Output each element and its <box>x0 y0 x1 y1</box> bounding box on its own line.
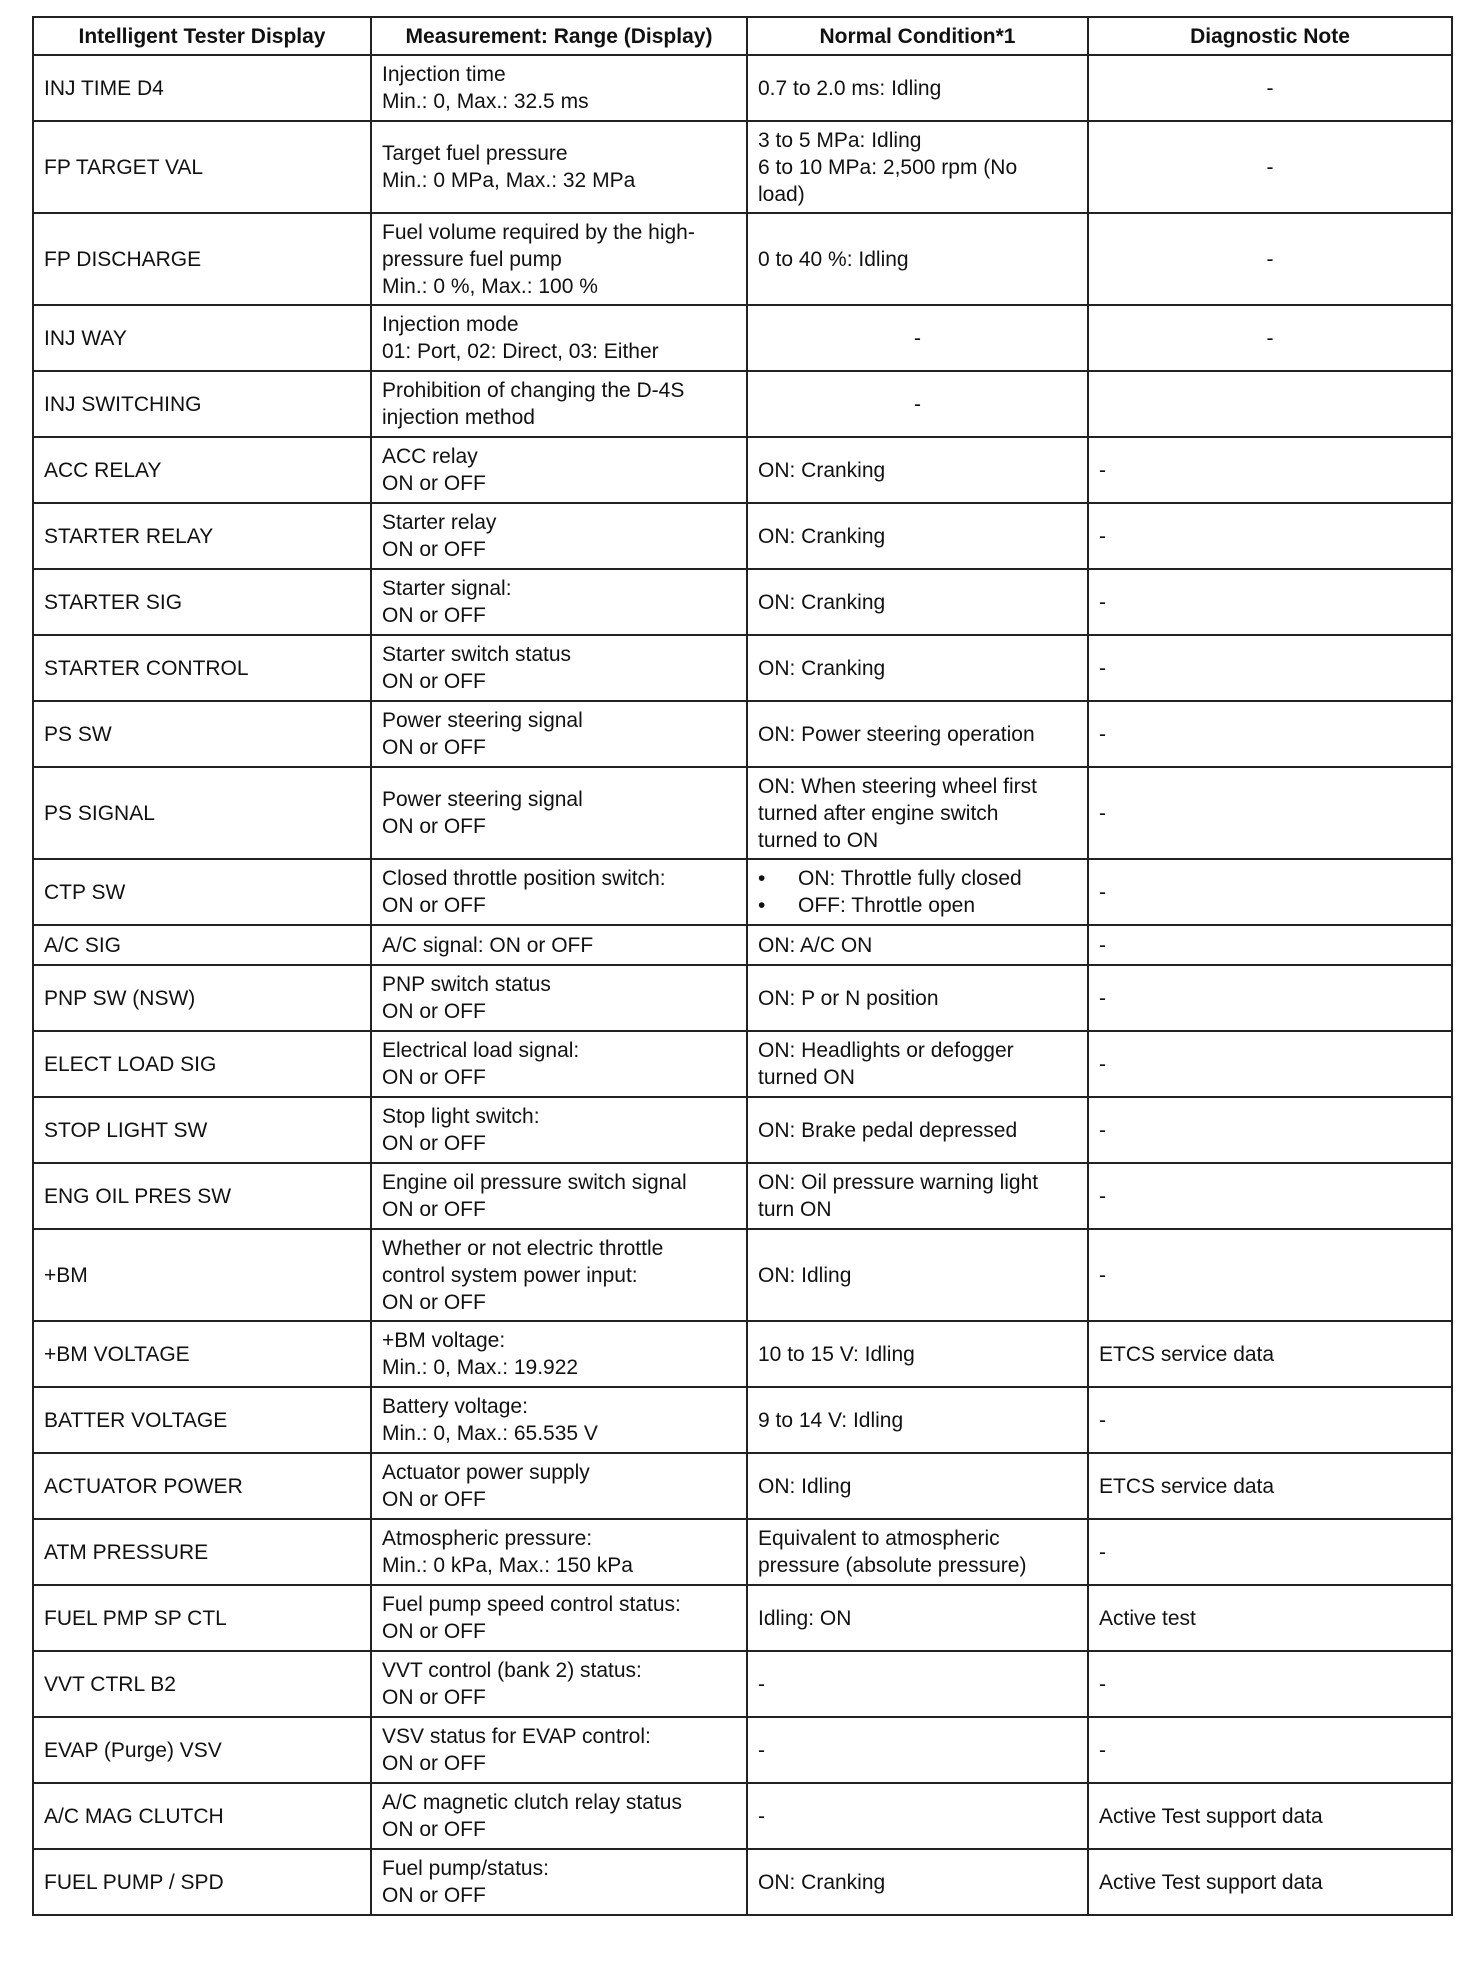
measurement-line: Min.: 0, Max.: 19.922 <box>382 1356 579 1379</box>
table-row <box>33 1387 1452 1453</box>
table-row <box>33 1453 1452 1519</box>
normal-condition-line: - <box>758 1804 765 1828</box>
measurement-line: Starter signal: <box>382 577 512 600</box>
cell-normal-condition <box>747 1519 1088 1585</box>
normal-condition-line: Equivalent to atmospheric <box>758 1527 1000 1550</box>
cell-diagnostic-note: - <box>1088 965 1452 1031</box>
header-row <box>33 17 1452 55</box>
cell-tester-display: ENG OIL PRES SW <box>33 1163 371 1229</box>
measurement-line: ON or OFF <box>382 604 486 627</box>
cell-diagnostic-note: - <box>1088 1229 1452 1321</box>
cell-measurement-range <box>371 1585 747 1651</box>
measurement-line: ON or OFF <box>382 736 486 759</box>
cell-measurement-range <box>371 1849 747 1915</box>
measurement-line: Min.: 0 %, Max.: 100 % <box>382 274 598 298</box>
header-normal-condition: Normal Condition*1 <box>747 17 1088 55</box>
normal-condition-line: ON: Cranking <box>758 1870 886 1894</box>
cell-tester-display: STARTER SIG <box>33 569 371 635</box>
cell-diagnostic-note: ETCS service data <box>1088 1453 1452 1519</box>
normal-condition-line: 9 to 14 V: Idling <box>758 1408 904 1432</box>
cell-tester-display: PS SW <box>33 701 371 767</box>
normal-condition-line: turned after engine switch <box>758 801 999 825</box>
bullet-text: ON: Throttle fully closed <box>798 867 1022 890</box>
table-row <box>33 1783 1452 1849</box>
cell-measurement-range <box>371 213 747 305</box>
table-body <box>33 55 1452 1915</box>
cell-normal-condition <box>747 121 1088 213</box>
cell-normal-condition <box>747 1783 1088 1849</box>
normal-condition-line: ON: A/C ON <box>758 933 873 957</box>
measurement-line: A/C signal: ON or OFF <box>382 933 594 957</box>
normal-condition-line: pressure (absolute pressure) <box>758 1554 1027 1577</box>
normal-condition-line: load) <box>758 182 805 206</box>
cell-diagnostic-note: - <box>1088 1097 1452 1163</box>
cell-diagnostic-note: Active test <box>1088 1585 1452 1651</box>
cell-measurement-range <box>371 1321 747 1387</box>
cell-diagnostic-note: - <box>1088 437 1452 503</box>
cell-measurement-range <box>371 1453 747 1519</box>
normal-condition-line: turn ON <box>758 1198 832 1221</box>
cell-measurement-range <box>371 767 747 859</box>
table-row <box>33 1519 1452 1585</box>
measurement-line: ON or OFF <box>382 815 486 838</box>
measurement-line: ON or OFF <box>382 1620 486 1643</box>
cell-tester-display: A/C SIG <box>33 925 371 965</box>
cell-diagnostic-note: - <box>1088 503 1452 569</box>
table-row <box>33 121 1452 213</box>
cell-diagnostic-note: - <box>1088 569 1452 635</box>
cell-tester-display: ACC RELAY <box>33 437 371 503</box>
cell-normal-condition <box>747 1321 1088 1387</box>
cell-tester-display: FUEL PMP SP CTL <box>33 1585 371 1651</box>
measurement-line: Fuel pump/status: <box>382 1857 549 1880</box>
cell-measurement-range <box>371 1097 747 1163</box>
measurement-line: Starter switch status <box>382 643 572 666</box>
cell-normal-condition <box>747 371 1088 437</box>
cell-tester-display: FUEL PUMP / SPD <box>33 1849 371 1915</box>
cell-tester-display: VVT CTRL B2 <box>33 1651 371 1717</box>
normal-condition-line: 10 to 15 V: Idling <box>758 1342 915 1366</box>
cell-diagnostic-note: Active Test support data <box>1088 1849 1452 1915</box>
cell-normal-condition <box>747 305 1088 371</box>
normal-condition-line: Idling: ON <box>758 1606 852 1630</box>
cell-normal-condition <box>747 55 1088 121</box>
cell-tester-display: INJ TIME D4 <box>33 55 371 121</box>
measurement-line: Min.: 0, Max.: 32.5 ms <box>382 90 589 113</box>
cell-normal-condition <box>747 635 1088 701</box>
normal-condition-line: - <box>914 392 921 416</box>
table-row <box>33 305 1452 371</box>
measurement-line: Fuel volume required by the high- <box>382 220 695 244</box>
table-row <box>33 1163 1452 1229</box>
cell-diagnostic-note: - <box>1088 1163 1452 1229</box>
cell-normal-condition <box>747 1387 1088 1453</box>
table-row <box>33 437 1452 503</box>
cell-tester-display: A/C MAG CLUTCH <box>33 1783 371 1849</box>
normal-condition-line: ON: Cranking <box>758 656 886 680</box>
normal-condition-line: ON: Cranking <box>758 590 886 614</box>
cell-measurement-range <box>371 701 747 767</box>
measurement-line: ON or OFF <box>382 1884 486 1907</box>
cell-normal-condition <box>747 1163 1088 1229</box>
normal-condition-line: turned ON <box>758 1066 855 1089</box>
cell-normal-condition <box>747 1453 1088 1519</box>
cell-normal-condition <box>747 213 1088 305</box>
measurement-line: VVT control (bank 2) status: <box>382 1659 642 1682</box>
measurement-line: ON or OFF <box>382 1066 486 1089</box>
cell-normal-condition <box>747 1229 1088 1321</box>
normal-condition-line: - <box>758 1672 765 1696</box>
cell-normal-condition <box>747 437 1088 503</box>
cell-diagnostic-note: - <box>1088 305 1452 371</box>
cell-diagnostic-note: - <box>1088 213 1452 305</box>
cell-tester-display: STOP LIGHT SW <box>33 1097 371 1163</box>
normal-condition-line: turned to ON <box>758 828 879 852</box>
cell-tester-display: PNP SW (NSW) <box>33 965 371 1031</box>
measurement-line: ON or OFF <box>382 1290 486 1314</box>
bullet-item <box>758 865 1077 892</box>
table-row <box>33 569 1452 635</box>
table-row <box>33 1651 1452 1717</box>
table-row <box>33 701 1452 767</box>
cell-normal-condition <box>747 767 1088 859</box>
header-measurement-range: Measurement: Range (Display) <box>371 17 747 55</box>
cell-measurement-range <box>371 121 747 213</box>
measurement-line: Closed throttle position switch: <box>382 867 666 890</box>
measurement-line: Actuator power supply <box>382 1461 590 1484</box>
cell-measurement-range <box>371 859 747 925</box>
cell-measurement-range <box>371 1387 747 1453</box>
header-diagnostic-note: Diagnostic Note <box>1088 17 1452 55</box>
measurement-line: Injection time <box>382 63 506 86</box>
cell-diagnostic-note: - <box>1088 1717 1452 1783</box>
normal-condition-line: ON: Idling <box>758 1263 852 1287</box>
cell-normal-condition <box>747 1717 1088 1783</box>
cell-tester-display: PS SIGNAL <box>33 767 371 859</box>
table-row <box>33 55 1452 121</box>
cell-diagnostic-note <box>1088 371 1452 437</box>
cell-measurement-range <box>371 503 747 569</box>
cell-measurement-range <box>371 1163 747 1229</box>
measurement-line: VSV status for EVAP control: <box>382 1725 651 1748</box>
table-header <box>33 17 1452 55</box>
measurement-line: injection method <box>382 406 535 429</box>
table-row <box>33 1321 1452 1387</box>
measurement-line: Min.: 0, Max.: 65.535 V <box>382 1422 598 1445</box>
cell-measurement-range <box>371 635 747 701</box>
measurement-line: Power steering signal <box>382 709 583 732</box>
measurement-line: Electrical load signal: <box>382 1039 580 1062</box>
cell-normal-condition <box>747 1031 1088 1097</box>
measurement-line: ON or OFF <box>382 1000 486 1023</box>
measurement-line: control system power input: <box>382 1263 638 1287</box>
cell-tester-display: +BM <box>33 1229 371 1321</box>
measurement-line: pressure fuel pump <box>382 247 562 271</box>
cell-measurement-range <box>371 965 747 1031</box>
measurement-line: 01: Port, 02: Direct, 03: Either <box>382 340 659 363</box>
measurement-line: ON or OFF <box>382 1686 486 1709</box>
normal-condition-line: ON: When steering wheel first <box>758 774 1037 798</box>
normal-condition-line: - <box>914 326 921 350</box>
measurement-line: ON or OFF <box>382 1488 486 1511</box>
table-row <box>33 767 1452 859</box>
data-table-container <box>32 16 1451 1916</box>
cell-tester-display: ATM PRESSURE <box>33 1519 371 1585</box>
cell-tester-display: STARTER CONTROL <box>33 635 371 701</box>
normal-condition-line: ON: P or N position <box>758 986 939 1010</box>
normal-condition-line: 6 to 10 MPa: 2,500 rpm (No <box>758 155 1018 179</box>
cell-measurement-range <box>371 437 747 503</box>
cell-normal-condition <box>747 1097 1088 1163</box>
cell-measurement-range <box>371 925 747 965</box>
cell-measurement-range <box>371 371 747 437</box>
table-row <box>33 213 1452 305</box>
cell-tester-display: CTP SW <box>33 859 371 925</box>
normal-condition-line: ON: Cranking <box>758 458 886 482</box>
normal-condition-line: 3 to 5 MPa: Idling <box>758 128 922 152</box>
cell-diagnostic-note: - <box>1088 859 1452 925</box>
cell-normal-condition <box>747 701 1088 767</box>
bullet-item <box>758 892 1077 919</box>
normal-condition-line: ON: Power steering operation <box>758 722 1035 746</box>
measurement-line: Atmospheric pressure: <box>382 1527 593 1550</box>
normal-condition-line: ON: Oil pressure warning light <box>758 1171 1039 1194</box>
cell-tester-display: EVAP (Purge) VSV <box>33 1717 371 1783</box>
table-row <box>33 1097 1452 1163</box>
cell-normal-condition <box>747 925 1088 965</box>
measurement-line: Prohibition of changing the D-4S <box>382 379 685 402</box>
cell-diagnostic-note: - <box>1088 1651 1452 1717</box>
cell-tester-display: FP DISCHARGE <box>33 213 371 305</box>
cell-diagnostic-note: - <box>1088 701 1452 767</box>
cell-normal-condition <box>747 1849 1088 1915</box>
cell-diagnostic-note: Active Test support data <box>1088 1783 1452 1849</box>
measurement-line: +BM voltage: <box>382 1329 506 1352</box>
normal-condition-line: 0.7 to 2.0 ms: Idling <box>758 76 942 100</box>
normal-condition-line: ON: Cranking <box>758 524 886 548</box>
measurement-line: ON or OFF <box>382 1818 486 1841</box>
cell-tester-display: +BM VOLTAGE <box>33 1321 371 1387</box>
measurement-line: Engine oil pressure switch signal <box>382 1171 687 1194</box>
measurement-line: ON or OFF <box>382 1198 486 1221</box>
cell-measurement-range <box>371 1651 747 1717</box>
cell-measurement-range <box>371 1031 747 1097</box>
measurement-line: PNP switch status <box>382 973 551 996</box>
measurement-line: Starter relay <box>382 511 497 534</box>
cell-measurement-range <box>371 1229 747 1321</box>
cell-tester-display: ELECT LOAD SIG <box>33 1031 371 1097</box>
cell-diagnostic-note: - <box>1088 1031 1452 1097</box>
cell-tester-display: FP TARGET VAL <box>33 121 371 213</box>
normal-condition-line: ON: Brake pedal depressed <box>758 1118 1018 1142</box>
cell-diagnostic-note: - <box>1088 635 1452 701</box>
header-tester-display: Intelligent Tester Display <box>33 17 371 55</box>
cell-normal-condition <box>747 569 1088 635</box>
cell-measurement-range <box>371 305 747 371</box>
normal-condition-line: ON: Headlights or defogger <box>758 1039 1014 1062</box>
table-row <box>33 965 1452 1031</box>
bullet-dot-icon: • <box>758 867 766 890</box>
measurement-line: Fuel pump speed control status: <box>382 1593 681 1616</box>
table-row <box>33 1585 1452 1651</box>
cell-normal-condition <box>747 1651 1088 1717</box>
measurement-line: ON or OFF <box>382 538 486 561</box>
normal-condition-line: 0 to 40 %: Idling <box>758 247 909 271</box>
cell-measurement-range <box>371 569 747 635</box>
cell-normal-condition <box>747 965 1088 1031</box>
measurement-line: ON or OFF <box>382 1132 486 1155</box>
cell-diagnostic-note: - <box>1088 1387 1452 1453</box>
cell-normal-condition <box>747 859 1088 925</box>
measurement-line: A/C magnetic clutch relay status <box>382 1791 682 1814</box>
cell-diagnostic-note: - <box>1088 55 1452 121</box>
table-row <box>33 1031 1452 1097</box>
normal-condition-line: ON: Idling <box>758 1474 852 1498</box>
normal-condition-line: - <box>758 1738 765 1762</box>
table-row <box>33 503 1452 569</box>
cell-tester-display: STARTER RELAY <box>33 503 371 569</box>
cell-diagnostic-note: - <box>1088 1519 1452 1585</box>
table-row <box>33 1717 1452 1783</box>
table-row <box>33 925 1452 965</box>
table-row <box>33 1229 1452 1321</box>
cell-diagnostic-note: - <box>1088 925 1452 965</box>
bullet-text: OFF: Throttle open <box>798 894 976 917</box>
measurement-line: Target fuel pressure <box>382 142 568 165</box>
cell-normal-condition <box>747 503 1088 569</box>
cell-diagnostic-note: - <box>1088 121 1452 213</box>
cell-tester-display: INJ SWITCHING <box>33 371 371 437</box>
cell-tester-display: INJ WAY <box>33 305 371 371</box>
measurement-line: Min.: 0 MPa, Max.: 32 MPa <box>382 169 636 192</box>
data-list-table <box>32 16 1453 1916</box>
measurement-line: Power steering signal <box>382 788 583 811</box>
bullet-dot-icon: • <box>758 894 766 917</box>
measurement-line: Injection mode <box>382 313 519 336</box>
measurement-line: Battery voltage: <box>382 1395 528 1418</box>
cell-normal-condition <box>747 1585 1088 1651</box>
cell-measurement-range <box>371 1717 747 1783</box>
measurement-line: Whether or not electric throttle <box>382 1236 664 1260</box>
cell-diagnostic-note: - <box>1088 767 1452 859</box>
cell-tester-display: BATTER VOLTAGE <box>33 1387 371 1453</box>
measurement-line: ACC relay <box>382 445 478 468</box>
cell-diagnostic-note: ETCS service data <box>1088 1321 1452 1387</box>
cell-measurement-range <box>371 55 747 121</box>
measurement-line: ON or OFF <box>382 472 486 495</box>
measurement-line: Min.: 0 kPa, Max.: 150 kPa <box>382 1554 633 1577</box>
table-row <box>33 1849 1452 1915</box>
measurement-line: Stop light switch: <box>382 1105 540 1128</box>
measurement-line: ON or OFF <box>382 1752 486 1775</box>
table-row <box>33 859 1452 925</box>
table-row <box>33 371 1452 437</box>
measurement-line: ON or OFF <box>382 894 486 917</box>
cell-measurement-range <box>371 1783 747 1849</box>
cell-tester-display: ACTUATOR POWER <box>33 1453 371 1519</box>
cell-measurement-range <box>371 1519 747 1585</box>
table-row <box>33 635 1452 701</box>
measurement-line: ON or OFF <box>382 670 486 693</box>
